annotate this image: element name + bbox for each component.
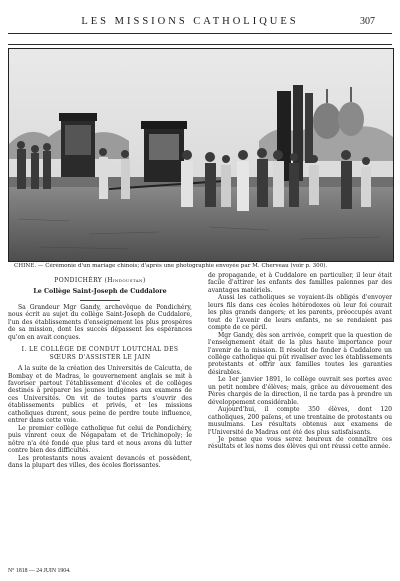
body-paragraph: Le 1er janvier 1891, le collège ouvrait ses portes avec un petit nombre d'élèves; mais, grâce au dévouement des Pères chargés de la direction, il ne tarda pas à prendre un développement considérable.	[208, 376, 392, 406]
body-paragraph: de propagande, et à Cuddalore en particulier, il leur était facile d'attirer les enfants des familles païennes par des avantages matériels.	[208, 272, 392, 294]
right-column	[208, 272, 392, 451]
photograph-illustration	[9, 49, 393, 261]
body-paragraph: Les protestants nous avaient devancés et possèdent, dans la plupart des villes, des écoles florissantes.	[8, 454, 192, 469]
subheading: I. LE COLLÈGE DE CONDUT LOUTCHAL DES SŒURS D'ASSISTER LE JAIN	[21, 346, 179, 361]
body-paragraph: Aujourd'hui, il compte 350 élèves, dont 120 catholiques, 200 païens, et une trentaine de protestants ou musulmans. Les résultats obtenus aux examens de l'Université de Madras ont été des plus satisfaisants.	[208, 406, 392, 436]
body-paragraph: Le premier collège catholique fut celui de Pondichéry, puis vinrent ceux de Négapatam et de Trichinopoly; le nôtre n'a été fondé que plus tard et nous avons dû lutter contre bien des difficultés.	[8, 424, 192, 455]
header-rule	[8, 33, 392, 34]
issue-footer: N° 1818 — 24 JUIN 1904.	[8, 568, 71, 574]
figure-caption: CHINE. — Cérémonie d'un mariage chinois; d'après une photographie envoyée par M. Cherveau (voir p. 300).	[14, 263, 328, 269]
wedding-photograph	[8, 48, 394, 262]
running-header	[0, 16, 400, 32]
body-paragraph: Je pense que vous serez heureux de connaître ces résultats et les noms des élèves qui ont réussi cette année.	[208, 435, 392, 451]
page-number: 307	[360, 16, 375, 27]
article-title: Le Collège Saint-Joseph de Cuddalore	[33, 288, 167, 296]
body-paragraph: A la suite de la création des Universités de Calcutta, de Bombay et de Madras, le gouvernement anglais se mit à favoriser partout l'établissement d'écoles et de collèges destinés à préparer les jeunes indigènes aux examens de ces Universités. On vit de toutes parts s'ouvrir des établissements publics et privés, et les missions catholiques durent, sous peine de perdre toute influence, entrer dans cette voie.	[8, 365, 192, 425]
left-column	[8, 272, 192, 469]
body-paragraph: Mgr Gandy, dès son arrivée, comprit que la question de l'enseignement était de la plus haute importance pour l'avenir de la mission. Il résolut de fonder à Cuddalore un collège catholique qui pût rivaliser avec les établissements protestants et offrir aux familles toutes les garanties désirables.	[208, 331, 392, 376]
title-divider	[80, 300, 120, 301]
intro-paragraph: Sa Grandeur Mgr Gandy, archevêque de Pondichéry, nous écrit au sujet du collège Saint-Joseph de Cuddalore, l'un des établissements d'enseignement les plus prospères de sa mission, dont les succès dépassent les espérances qu'on en avait conçues.	[8, 303, 192, 341]
section-title: PONDICHÉRY (Hindoustan)	[54, 277, 146, 284]
header-title: LES MISSIONS CATHOLIQUES	[81, 16, 299, 27]
figure-top-rule	[8, 44, 392, 45]
body-paragraph: Aussi les catholiques se voyaient-ils obligés d'envoyer leurs fils dans ces écoles hétérodoxes où leur foi courait les plus grands dangers; et les parents, préoccupés avant tout de l'avenir de leurs enfants, ne se rendaient pas compte de ce péril.	[208, 294, 392, 332]
